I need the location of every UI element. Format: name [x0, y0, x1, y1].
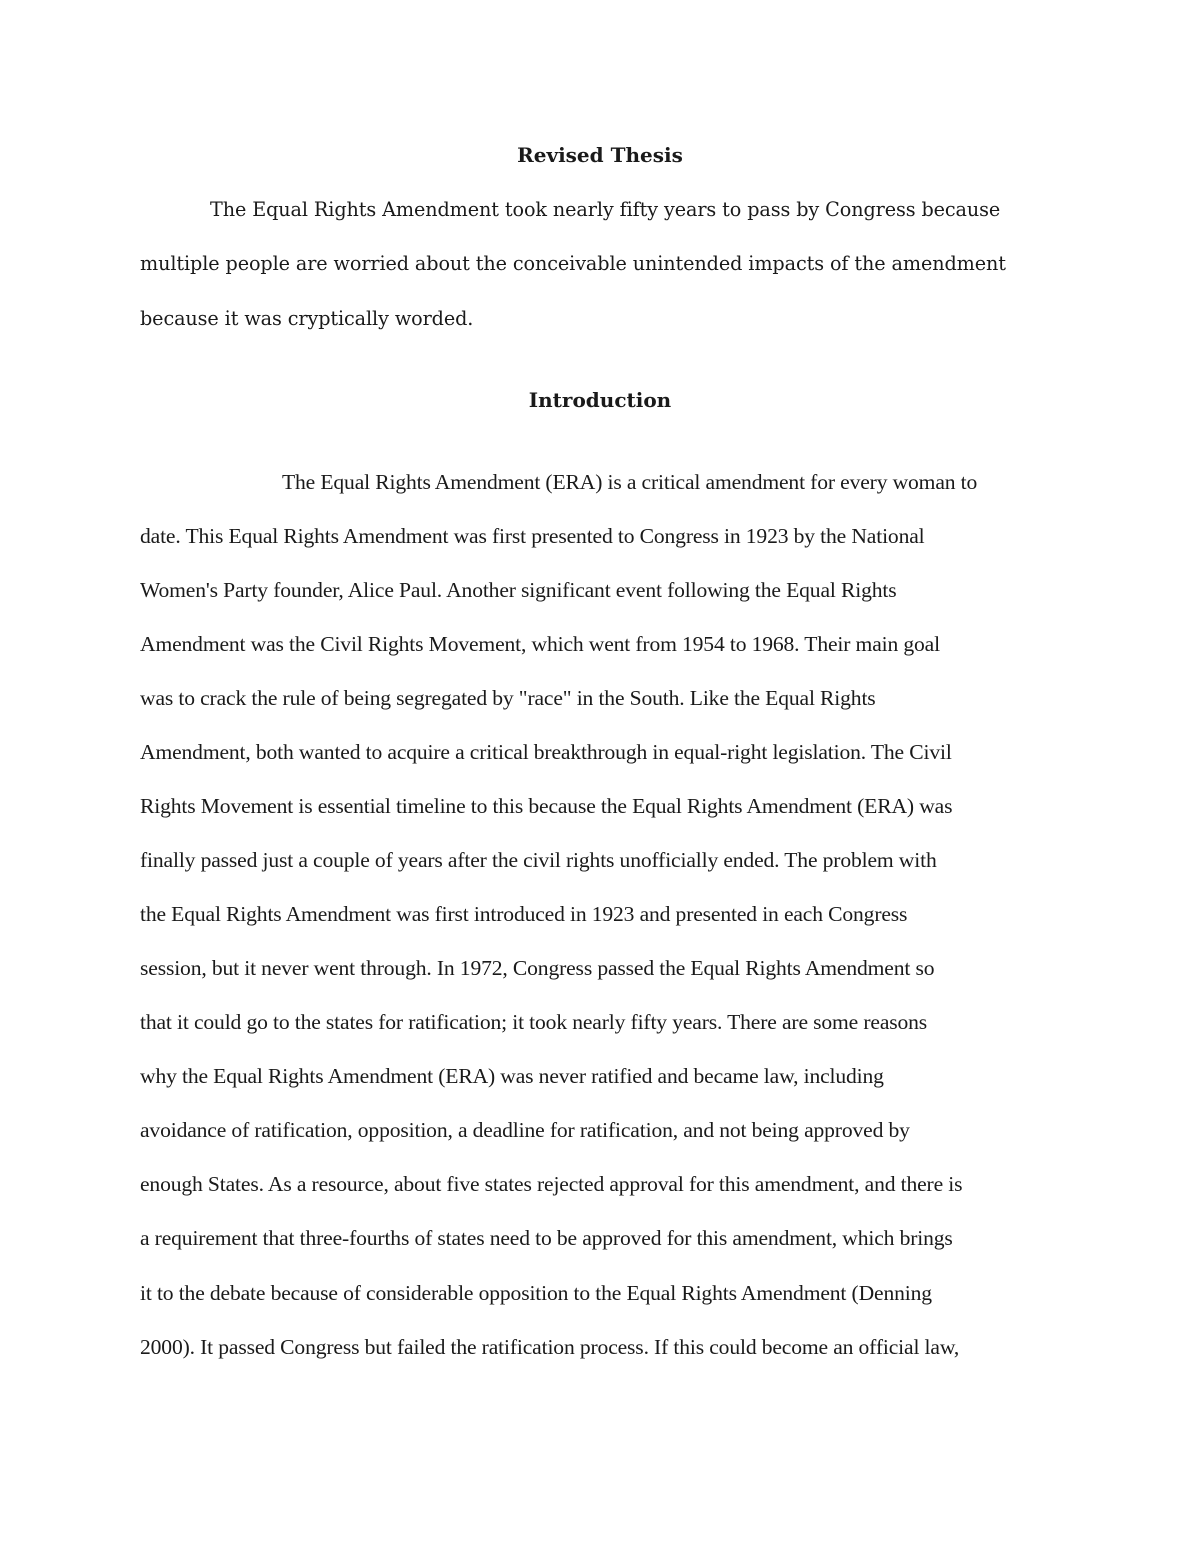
intro-line-5: was to crack the rule of being segregated by "race" in the South. Like the Equal Rights	[140, 686, 876, 710]
intro-line-6: Amendment, both wanted to acquire a critical breakthrough in equal-right legislation. The Civil	[140, 740, 952, 764]
intro-line-3: Women's Party founder, Alice Paul. Another significant event following the Equal Rights	[140, 578, 897, 602]
intro-line-4: Amendment was the Civil Rights Movement, which went from 1954 to 1968. Their main goal	[140, 632, 940, 656]
thesis-line-2: multiple people are worried about the conceivable unintended impacts of the amendment	[140, 252, 1006, 275]
intro-line-8: finally passed just a couple of years after the civil rights unofficially ended. The problem with	[140, 848, 937, 872]
intro-line-10: session, but it never went through. In 1972, Congress passed the Equal Rights Amendment so	[140, 956, 935, 980]
intro-line-17: 2000). It passed Congress but failed the ratification process. If this could become an official law,	[140, 1335, 960, 1359]
intro-line-14: enough States. As a resource, about five states rejected approval for this amendment, and there is	[140, 1172, 963, 1196]
intro-line-2: date. This Equal Rights Amendment was first presented to Congress in 1923 by the National	[140, 524, 925, 548]
thesis-heading: Revised Thesis	[517, 143, 683, 167]
intro-line-9: the Equal Rights Amendment was first introduced in 1923 and presented in each Congress	[140, 902, 908, 926]
thesis-line-1: The Equal Rights Amendment took nearly fifty years to pass by Congress because	[210, 198, 1001, 221]
intro-line-15: a requirement that three-fourths of states need to be approved for this amendment, which brings	[140, 1226, 953, 1250]
thesis-line-3: because it was cryptically worded.	[140, 307, 474, 330]
intro-line-12: why the Equal Rights Amendment (ERA) was never ratified and became law, including	[140, 1064, 884, 1088]
intro-line-7: Rights Movement is essential timeline to this because the Equal Rights Amendment (ERA) was	[140, 794, 953, 818]
intro-line-11: that it could go to the states for ratification; it took nearly fifty years. There are some reasons	[140, 1010, 928, 1034]
intro-line-16: it to the debate because of considerable opposition to the Equal Rights Amendment (Denning	[140, 1281, 932, 1305]
intro-line-13: avoidance of ratification, opposition, a deadline for ratification, and not being approved by	[140, 1118, 910, 1142]
intro-line-1: The Equal Rights Amendment (ERA) is a critical amendment for every woman to	[282, 470, 978, 494]
introduction-heading: Introduction	[528, 388, 672, 412]
